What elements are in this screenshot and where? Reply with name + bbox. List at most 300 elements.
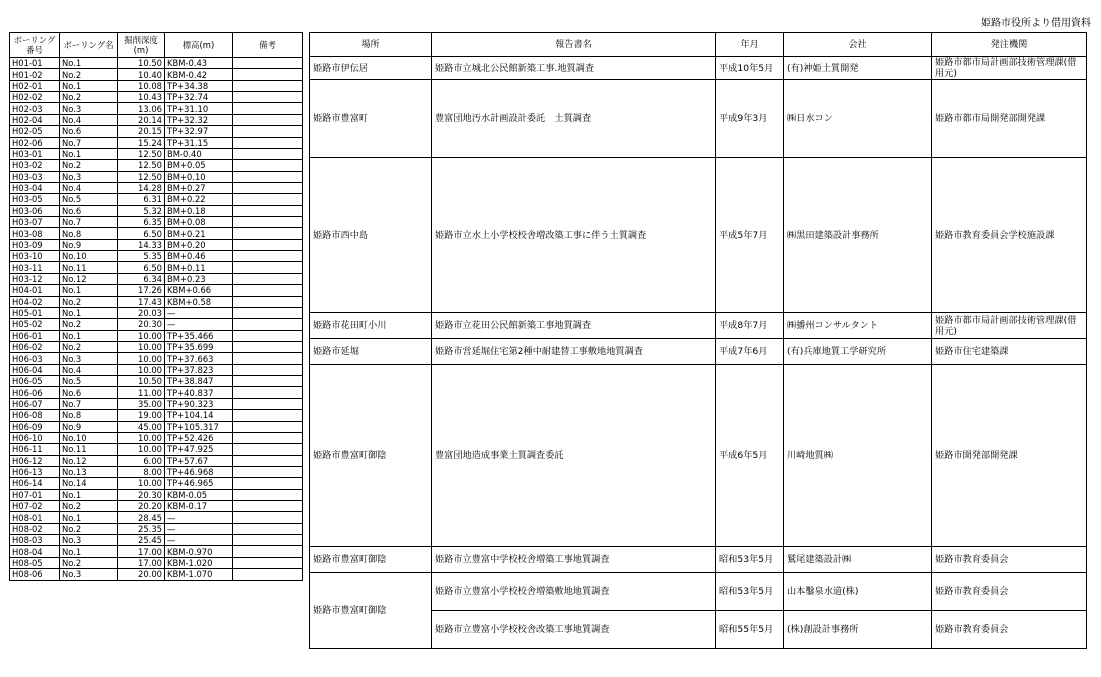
report-company: ㈱日水コン	[784, 80, 932, 158]
report-date: 昭和53年5月	[716, 573, 784, 611]
borehole-row	[10, 182, 303, 193]
report-client: 姫路市教育委員会学校施設課	[932, 158, 1087, 313]
borehole-row	[10, 341, 303, 352]
borehole-row	[10, 160, 303, 171]
borehole-row	[10, 148, 303, 159]
borehole-remarks	[233, 330, 303, 341]
borehole-elev: TP+40.837	[165, 387, 233, 398]
borehole-row	[10, 69, 303, 80]
borehole-row	[10, 398, 303, 409]
borehole-depth: 6.50	[118, 228, 165, 239]
borehole-remarks	[233, 217, 303, 228]
borehole-remarks	[233, 80, 303, 91]
borehole-elev: KBM-0.43	[165, 58, 233, 69]
borehole-row	[10, 353, 303, 364]
borehole-remarks	[233, 251, 303, 262]
borehole-remarks	[233, 410, 303, 421]
report-place: 姫路市豊富町御陰	[310, 365, 432, 547]
borehole-row	[10, 421, 303, 432]
borehole-depth: 5.32	[118, 205, 165, 216]
report-row	[310, 57, 1087, 80]
borehole-row	[10, 376, 303, 387]
borehole-row	[10, 546, 303, 557]
borehole-row	[10, 137, 303, 148]
borehole-name: No.2	[60, 523, 118, 534]
report-place: 姫路市伊伝居	[310, 57, 432, 80]
borehole-depth: 12.50	[118, 171, 165, 182]
borehole-name: No.3	[60, 569, 118, 580]
borehole-remarks	[233, 307, 303, 318]
borehole-row	[10, 307, 303, 318]
borehole-remarks	[233, 489, 303, 500]
borehole-elev: —	[165, 307, 233, 318]
borehole-depth: 10.50	[118, 58, 165, 69]
report-client: 姫路市教育委員会	[932, 547, 1087, 573]
borehole-depth: 6.35	[118, 217, 165, 228]
borehole-depth: 14.28	[118, 182, 165, 193]
borehole-row	[10, 262, 303, 273]
header-borehole-id: ボーリング番号	[10, 33, 60, 58]
borehole-row	[10, 523, 303, 534]
borehole-name: No.11	[60, 444, 118, 455]
borehole-id: H06-02	[10, 341, 60, 352]
borehole-depth: 5.35	[118, 251, 165, 262]
borehole-row	[10, 251, 303, 262]
borehole-row	[10, 92, 303, 103]
borehole-id: H06-08	[10, 410, 60, 421]
borehole-remarks	[233, 239, 303, 250]
header-date: 年月	[716, 33, 784, 57]
borehole-row	[10, 217, 303, 228]
report-date: 昭和53年5月	[716, 547, 784, 573]
report-company: ㈱黒田建築設計事務所	[784, 158, 932, 313]
borehole-name: No.1	[60, 285, 118, 296]
report-title: 姫路市立花田公民館新築工事地質調査	[432, 313, 716, 339]
borehole-elev: —	[165, 535, 233, 546]
report-date: 平成6年5月	[716, 365, 784, 547]
report-date: 平成8年7月	[716, 313, 784, 339]
borehole-remarks	[233, 398, 303, 409]
report-title: 姫路市営延堀住宅第2種中耐建替工事敷地地質調査	[432, 339, 716, 365]
borehole-remarks	[233, 523, 303, 534]
borehole-remarks	[233, 557, 303, 568]
borehole-id: H06-14	[10, 478, 60, 489]
borehole-remarks	[233, 296, 303, 307]
borehole-id: H05-02	[10, 319, 60, 330]
borehole-elev: TP+90.323	[165, 398, 233, 409]
report-place: 姫路市西中島	[310, 158, 432, 313]
header-company: 会社	[784, 33, 932, 57]
borehole-elev: TP+37.823	[165, 364, 233, 375]
borehole-id: H08-05	[10, 557, 60, 568]
report-title: 姫路市立豊富中学校校舎増築工事地質調査	[432, 547, 716, 573]
borehole-depth: 15.24	[118, 137, 165, 148]
borehole-id: H06-07	[10, 398, 60, 409]
borehole-remarks	[233, 512, 303, 523]
borehole-depth: 20.15	[118, 126, 165, 137]
report-row	[310, 158, 1087, 313]
borehole-id: H03-05	[10, 194, 60, 205]
borehole-name: No.3	[60, 171, 118, 182]
borehole-depth: 10.00	[118, 444, 165, 455]
borehole-remarks	[233, 114, 303, 125]
borehole-row	[10, 557, 303, 568]
borehole-elev: BM+0.05	[165, 160, 233, 171]
borehole-depth: 35.00	[118, 398, 165, 409]
borehole-elev: KBM-0.05	[165, 489, 233, 500]
borehole-id: H06-03	[10, 353, 60, 364]
borehole-elev: BM+0.23	[165, 273, 233, 284]
borehole-row	[10, 285, 303, 296]
borehole-id: H06-12	[10, 455, 60, 466]
borehole-elev: BM+0.46	[165, 251, 233, 262]
report-place: 姫路市豊富町御陰	[310, 573, 432, 649]
borehole-name: No.1	[60, 489, 118, 500]
borehole-name: No.1	[60, 330, 118, 341]
report-title: 姫路市立城北公民館新築工事.地質調査	[432, 57, 716, 80]
borehole-elev: TP+46.965	[165, 478, 233, 489]
report-client: 姫路市住宅建築課	[932, 339, 1087, 365]
report-row	[310, 313, 1087, 339]
borehole-id: H06-11	[10, 444, 60, 455]
borehole-name: No.2	[60, 296, 118, 307]
borehole-name: No.7	[60, 137, 118, 148]
borehole-row	[10, 228, 303, 239]
borehole-remarks	[233, 569, 303, 580]
header-remarks: 備考	[233, 33, 303, 58]
borehole-depth: 17.43	[118, 296, 165, 307]
report-place: 姫路市豊富町	[310, 80, 432, 158]
borehole-depth: 25.35	[118, 523, 165, 534]
borehole-elev: TP+104.14	[165, 410, 233, 421]
borehole-row	[10, 296, 303, 307]
report-table	[309, 32, 1087, 649]
report-company: (株)創設計事務所	[784, 611, 932, 649]
borehole-elev: KBM+0.58	[165, 296, 233, 307]
borehole-remarks	[233, 58, 303, 69]
report-client: 姫路市都市局計画部技術管理課(借用元)	[932, 57, 1087, 80]
borehole-row	[10, 330, 303, 341]
borehole-elev: KBM-0.970	[165, 546, 233, 557]
borehole-id: H03-04	[10, 182, 60, 193]
report-title: 豊富団地造成事業土質調査委託	[432, 365, 716, 547]
borehole-name: No.1	[60, 80, 118, 91]
borehole-id: H02-04	[10, 114, 60, 125]
borehole-elev: TP+32.97	[165, 126, 233, 137]
report-client: 姫路市都市局開発部開発課	[932, 80, 1087, 158]
borehole-row	[10, 535, 303, 546]
borehole-remarks	[233, 103, 303, 114]
borehole-remarks	[233, 126, 303, 137]
borehole-remarks	[233, 455, 303, 466]
borehole-row	[10, 58, 303, 69]
borehole-depth: 11.00	[118, 387, 165, 398]
borehole-depth: 28.45	[118, 512, 165, 523]
borehole-elev: —	[165, 523, 233, 534]
borehole-row	[10, 126, 303, 137]
borehole-remarks	[233, 376, 303, 387]
borehole-name: No.7	[60, 217, 118, 228]
borehole-depth: 17.26	[118, 285, 165, 296]
borehole-id: H03-11	[10, 262, 60, 273]
borehole-id: H03-09	[10, 239, 60, 250]
borehole-row	[10, 569, 303, 580]
borehole-id: H02-01	[10, 80, 60, 91]
borehole-depth: 10.43	[118, 92, 165, 103]
borehole-name: No.2	[60, 501, 118, 512]
report-client: 姫路市教育委員会	[932, 573, 1087, 611]
report-row	[310, 365, 1087, 547]
report-client: 姫路市開発部開発課	[932, 365, 1087, 547]
borehole-remarks	[233, 432, 303, 443]
borehole-depth: 14.33	[118, 239, 165, 250]
borehole-depth: 17.00	[118, 557, 165, 568]
borehole-depth: 10.00	[118, 432, 165, 443]
borehole-remarks	[233, 478, 303, 489]
borehole-depth: 10.00	[118, 353, 165, 364]
borehole-header-row	[10, 33, 303, 58]
header-report-title: 報告書名	[432, 33, 716, 57]
borehole-remarks	[233, 148, 303, 159]
borehole-name: No.5	[60, 376, 118, 387]
borehole-id: H03-08	[10, 228, 60, 239]
borehole-name: No.8	[60, 410, 118, 421]
borehole-id: H07-01	[10, 489, 60, 500]
borehole-elev: BM+0.18	[165, 205, 233, 216]
borehole-id: H06-09	[10, 421, 60, 432]
borehole-remarks	[233, 466, 303, 477]
borehole-name: No.9	[60, 239, 118, 250]
borehole-id: H03-07	[10, 217, 60, 228]
report-row	[310, 339, 1087, 365]
borehole-row	[10, 319, 303, 330]
borehole-depth: 6.00	[118, 455, 165, 466]
borehole-row	[10, 205, 303, 216]
borehole-remarks	[233, 546, 303, 557]
borehole-depth: 20.30	[118, 319, 165, 330]
borehole-depth: 20.30	[118, 489, 165, 500]
borehole-depth: 6.31	[118, 194, 165, 205]
borehole-id: H02-02	[10, 92, 60, 103]
borehole-name: No.5	[60, 194, 118, 205]
borehole-remarks	[233, 205, 303, 216]
borehole-elev: BM+0.22	[165, 194, 233, 205]
borehole-row	[10, 103, 303, 114]
borehole-depth: 20.00	[118, 569, 165, 580]
report-row	[310, 547, 1087, 573]
borehole-name: No.4	[60, 182, 118, 193]
borehole-depth: 17.00	[118, 546, 165, 557]
borehole-elev: KBM-1.070	[165, 569, 233, 580]
borehole-remarks	[233, 535, 303, 546]
borehole-name: No.13	[60, 466, 118, 477]
report-company: ㈱播州コンサルタント	[784, 313, 932, 339]
borehole-name: No.4	[60, 114, 118, 125]
borehole-name: No.8	[60, 228, 118, 239]
borehole-depth: 13.06	[118, 103, 165, 114]
borehole-id: H03-03	[10, 171, 60, 182]
borehole-depth: 10.00	[118, 478, 165, 489]
borehole-id: H03-06	[10, 205, 60, 216]
borehole-id: H08-06	[10, 569, 60, 580]
borehole-elev: BM+0.10	[165, 171, 233, 182]
borehole-name: No.1	[60, 307, 118, 318]
header-place: 場所	[310, 33, 432, 57]
borehole-elev: TP+57.67	[165, 455, 233, 466]
borehole-id: H06-10	[10, 432, 60, 443]
borehole-name: No.9	[60, 421, 118, 432]
borehole-elev: TP+37.663	[165, 353, 233, 364]
borehole-depth: 45.00	[118, 421, 165, 432]
report-date: 平成9年3月	[716, 80, 784, 158]
borehole-name: No.6	[60, 387, 118, 398]
borehole-id: H06-05	[10, 376, 60, 387]
borehole-row	[10, 512, 303, 523]
report-company: 山本鑿泉水道(株)	[784, 573, 932, 611]
borehole-elev: TP+34.38	[165, 80, 233, 91]
borehole-elev: TP+52.426	[165, 432, 233, 443]
borehole-remarks	[233, 444, 303, 455]
borehole-remarks	[233, 171, 303, 182]
borehole-name: No.6	[60, 205, 118, 216]
borehole-id: H03-12	[10, 273, 60, 284]
borehole-id: H03-01	[10, 148, 60, 159]
borehole-remarks	[233, 501, 303, 512]
report-title: 姫路市立豊富小学校校舎改築工事地質調査	[432, 611, 716, 649]
borehole-elev: TP+47.925	[165, 444, 233, 455]
borehole-depth: 12.50	[118, 160, 165, 171]
borehole-name: No.11	[60, 262, 118, 273]
borehole-row	[10, 194, 303, 205]
borehole-row	[10, 478, 303, 489]
borehole-row	[10, 444, 303, 455]
borehole-id: H02-05	[10, 126, 60, 137]
report-place: 姫路市延堀	[310, 339, 432, 365]
borehole-id: H04-02	[10, 296, 60, 307]
borehole-depth: 20.03	[118, 307, 165, 318]
borehole-elev: BM+0.20	[165, 239, 233, 250]
borehole-row	[10, 466, 303, 477]
borehole-elev: BM+0.21	[165, 228, 233, 239]
borehole-name: No.2	[60, 341, 118, 352]
borehole-id: H04-01	[10, 285, 60, 296]
borehole-elev: TP+32.74	[165, 92, 233, 103]
borehole-id: H01-01	[10, 58, 60, 69]
borehole-row	[10, 239, 303, 250]
borehole-name: No.1	[60, 546, 118, 557]
header-depth: 掘削深度(m)	[118, 33, 165, 58]
borehole-id: H06-06	[10, 387, 60, 398]
borehole-elev: TP+46.968	[165, 466, 233, 477]
borehole-elev: TP+35.466	[165, 330, 233, 341]
borehole-depth: 20.14	[118, 114, 165, 125]
borehole-remarks	[233, 319, 303, 330]
borehole-remarks	[233, 387, 303, 398]
borehole-id: H05-01	[10, 307, 60, 318]
borehole-depth: 19.00	[118, 410, 165, 421]
borehole-depth: 10.00	[118, 330, 165, 341]
borehole-id: H08-01	[10, 512, 60, 523]
report-place: 姫路市花田町小川	[310, 313, 432, 339]
borehole-elev: BM+0.11	[165, 262, 233, 273]
report-title: 姫路市立水上小学校校舎増改築工事に伴う土質調査	[432, 158, 716, 313]
borehole-elev: KBM-1.020	[165, 557, 233, 568]
borehole-name: No.2	[60, 319, 118, 330]
borehole-row	[10, 455, 303, 466]
borehole-remarks	[233, 182, 303, 193]
borehole-id: H06-01	[10, 330, 60, 341]
borehole-remarks	[233, 421, 303, 432]
borehole-depth: 10.08	[118, 80, 165, 91]
report-client: 姫路市教育委員会	[932, 611, 1087, 649]
borehole-row	[10, 387, 303, 398]
borehole-remarks	[233, 273, 303, 284]
borehole-name: No.2	[60, 69, 118, 80]
borehole-name: No.14	[60, 478, 118, 489]
borehole-depth: 12.50	[118, 148, 165, 159]
borehole-row	[10, 489, 303, 500]
borehole-depth: 10.40	[118, 69, 165, 80]
borehole-elev: TP+31.10	[165, 103, 233, 114]
borehole-elev: BM-0.40	[165, 148, 233, 159]
borehole-elev: KBM-0.17	[165, 501, 233, 512]
borehole-remarks	[233, 69, 303, 80]
borehole-name: No.7	[60, 398, 118, 409]
borehole-remarks	[233, 194, 303, 205]
borehole-id: H02-06	[10, 137, 60, 148]
borehole-elev: TP+32.32	[165, 114, 233, 125]
borehole-id: H06-13	[10, 466, 60, 477]
borehole-row	[10, 80, 303, 91]
borehole-elev: TP+35.699	[165, 341, 233, 352]
borehole-remarks	[233, 353, 303, 364]
borehole-elev: KBM-0.42	[165, 69, 233, 80]
borehole-id: H08-02	[10, 523, 60, 534]
borehole-name: No.4	[60, 364, 118, 375]
borehole-name: No.10	[60, 251, 118, 262]
borehole-depth: 25.45	[118, 535, 165, 546]
borehole-row	[10, 410, 303, 421]
borehole-remarks	[233, 228, 303, 239]
report-row	[310, 80, 1087, 158]
borehole-id: H08-03	[10, 535, 60, 546]
report-client: 姫路市都市局計画部技術管理課(借用元)	[932, 313, 1087, 339]
borehole-depth: 10.50	[118, 376, 165, 387]
borehole-depth: 8.00	[118, 466, 165, 477]
borehole-id: H03-10	[10, 251, 60, 262]
borehole-name: No.2	[60, 160, 118, 171]
borehole-elev: BM+0.08	[165, 217, 233, 228]
borehole-name: No.2	[60, 92, 118, 103]
report-title: 豊富団地汚水計画設計委託 土質調査	[432, 80, 716, 158]
borehole-depth: 6.34	[118, 273, 165, 284]
borehole-name: No.3	[60, 353, 118, 364]
report-company: 鷲尾建築設計㈱	[784, 547, 932, 573]
borehole-row	[10, 501, 303, 512]
borehole-remarks	[233, 92, 303, 103]
borehole-remarks	[233, 364, 303, 375]
borehole-name: No.6	[60, 126, 118, 137]
borehole-depth: 10.00	[118, 364, 165, 375]
borehole-name: No.10	[60, 432, 118, 443]
report-company: 川崎地質㈱	[784, 365, 932, 547]
borehole-depth: 20.20	[118, 501, 165, 512]
borehole-row	[10, 364, 303, 375]
report-company: (有)神姫土質開発	[784, 57, 932, 80]
borehole-row	[10, 273, 303, 284]
borehole-elev: BM+0.27	[165, 182, 233, 193]
borehole-name: No.3	[60, 103, 118, 114]
